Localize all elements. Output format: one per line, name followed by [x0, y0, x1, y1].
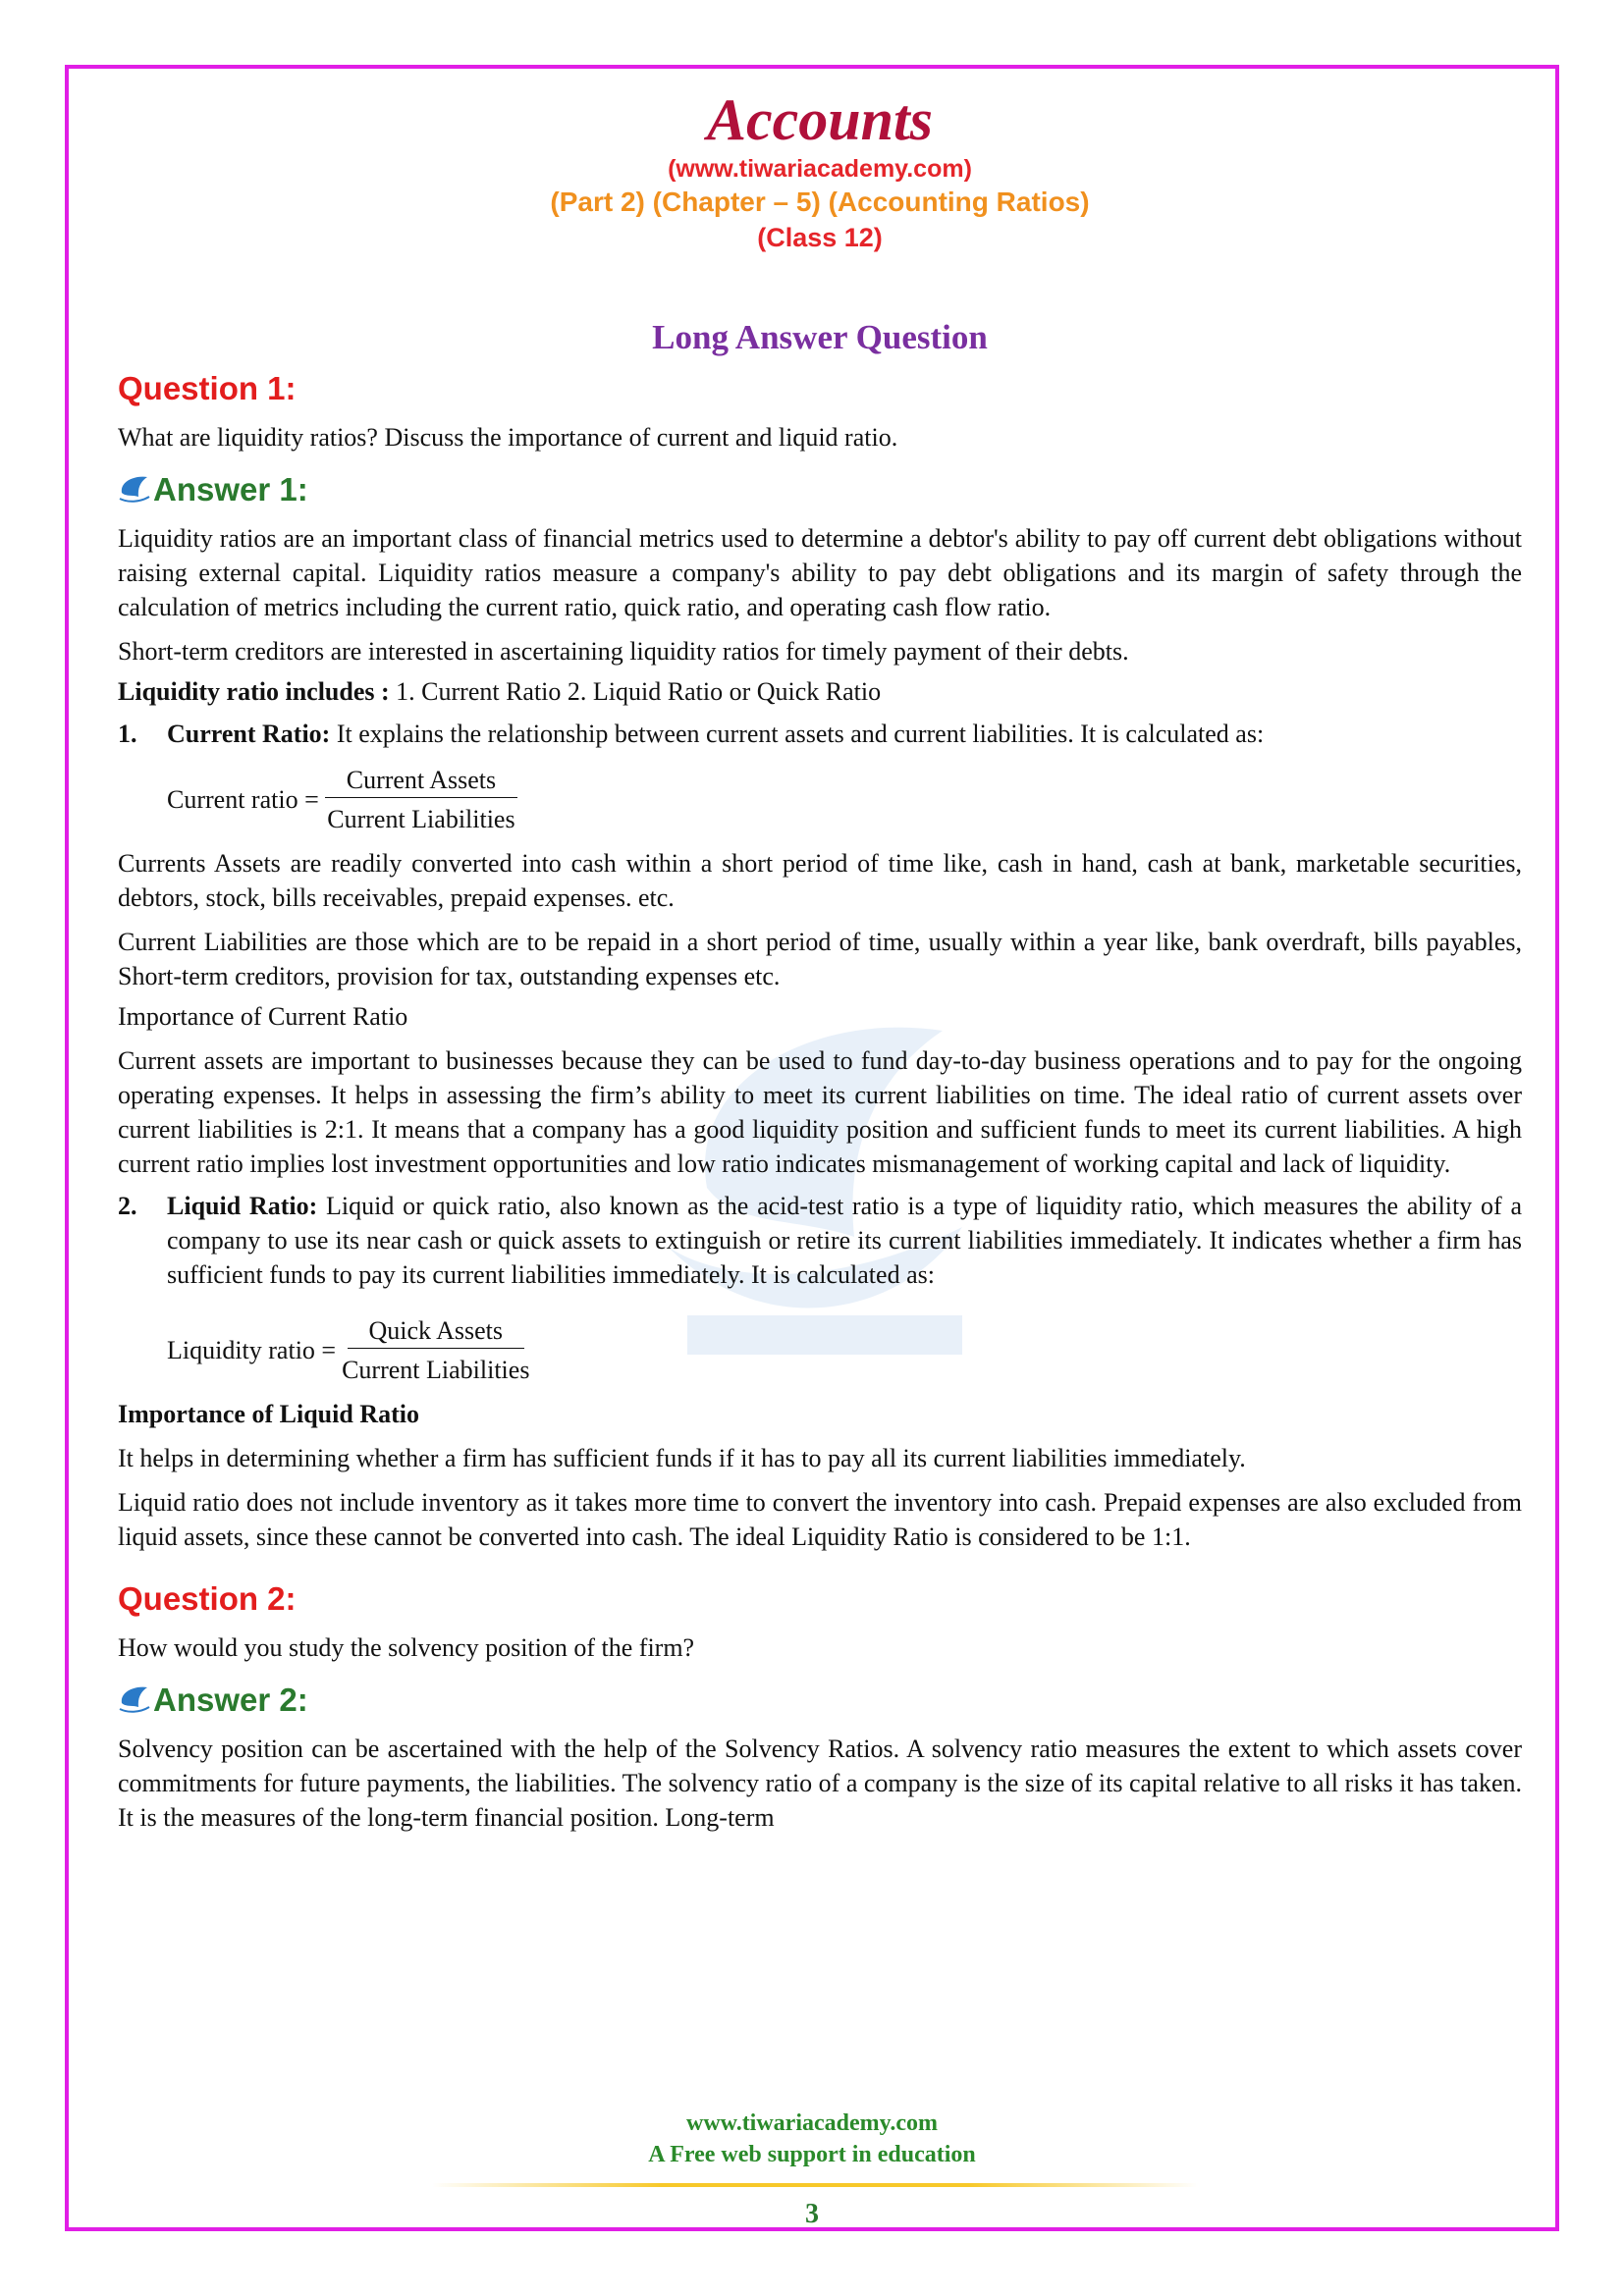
tiwari-logo-icon — [118, 1683, 151, 1717]
page-number: 3 — [805, 2199, 819, 2229]
answer-2-label: Answer 2: — [153, 1682, 308, 1718]
answer-2-paragraph-1: Solvency position can be ascertained with the help of the Solvency Ratios. A solvency ratio measures the extent to which assets cover commitments for future payments, the liabilities. The solvency ratio of a company is the size of its capital relative to all risks it has taken. It is the measures of the long-term financial position. Long-term — [118, 1735, 1522, 1832]
formula-fraction — [342, 1313, 529, 1387]
liquid-ratio-text: Liquid or quick ratio, also known as the acid-test ratio is a type of liquidity ratio, which measures the ability of a company to use its near cash or quick assets to extinguish or retire its current liabilities immediately. It indicates whether a firm has sufficient funds to pay its current liabilities immediately. It is calculated as: — [167, 1192, 1522, 1289]
answer-1-paragraph-1: Liquidity ratios are an important class of financial metrics used to determine a debtor's ability to pay off current debt obligations without raising external capital. Liquidity ratios measure a company's ability to pay debt obligations and its margin of safety through the calculation of metrics including the current ratio, quick ratio, and operating cash flow ratio. — [118, 524, 1522, 621]
importance-liquid-heading: Importance of Liquid Ratio — [118, 1400, 419, 1428]
answer-2-heading — [118, 1679, 1522, 1722]
importance-current-heading: Importance of Current Ratio — [118, 1002, 408, 1031]
answer-1-paragraph-2: Short-term creditors are interested in ascertaining liquidity ratios for timely payment of their debts. — [118, 637, 1129, 666]
page-title: Accounts — [706, 87, 934, 152]
list-body — [167, 1189, 1522, 1292]
answer-1-label: Answer 1: — [153, 471, 308, 507]
liquidity-ratio-formula — [167, 1313, 1522, 1387]
section-title: Long Answer Question — [652, 318, 988, 356]
question-2-text: How would you study the solvency position of the firm? — [118, 1633, 695, 1662]
question-1-text: What are liquidity ratios? Discuss the importance of current and liquid ratio. — [118, 423, 898, 452]
tiwari-logo-icon — [118, 473, 151, 507]
header-chapter: (Part 2) (Chapter – 5) (Accounting Ratios) — [550, 187, 1090, 217]
list-number: 1. — [118, 720, 137, 748]
list-item-liquid-ratio — [118, 1189, 1522, 1292]
footer-url[interactable]: www.tiwariacademy.com — [686, 2110, 938, 2136]
question-2-label: Question 2: — [118, 1580, 297, 1617]
question-1-label: Question 1: — [118, 370, 297, 406]
formula-lhs: Liquidity ratio = — [167, 1336, 337, 1364]
liquidity-includes-label: Liquidity ratio includes : — [118, 677, 390, 706]
formula-numerator: Current Assets — [325, 763, 517, 798]
current-ratio-text: It explains the relationship between current assets and current liabilities. It is calculated as: — [330, 720, 1265, 748]
liquidity-includes-text: 1. Current Ratio 2. Liquid Ratio or Quick Ratio — [389, 677, 882, 706]
header-class: (Class 12) — [757, 223, 883, 252]
importance-liquid-paragraph-2: Liquid ratio does not include inventory as it takes more time to convert the inventory into cash. Prepaid expenses are also excluded from liquid assets, since these cannot be converted into cash. The ideal Liquidity Ratio is considered to be 1:1. — [118, 1488, 1522, 1551]
formula-numerator: Quick Assets — [348, 1313, 525, 1349]
header-website: (www.tiwariacademy.com) — [668, 155, 972, 183]
formula-lhs: Current ratio = — [167, 785, 319, 814]
current-ratio-label: Current Ratio: — [167, 720, 331, 748]
liquidity-includes — [118, 674, 1522, 709]
list-number: 2. — [118, 1192, 137, 1220]
formula-denominator: Current Liabilities — [327, 805, 515, 833]
current-ratio-formula — [167, 763, 1522, 836]
footer-tagline: A Free web support in education — [648, 2142, 976, 2167]
list-item-current-ratio — [118, 717, 1522, 751]
answer-1-heading — [118, 468, 1522, 511]
list-body — [167, 717, 1522, 751]
importance-current-paragraph: Current assets are important to businesses because they can be used to fund day-to-day business operations and to pay for the ongoing operating expenses. It helps in assessing the firm’s ability to meet its current liabilities on time. The ideal ratio of current assets over current liabilities is 2:1. It means that a company has a good liquidity position and sufficient funds to meet its current liabilities. A high current ratio implies lost investment opportunities and low ratio indicates mismanagement of working capital and lack of liquidity. — [118, 1046, 1522, 1178]
importance-liquid-paragraph-1: It helps in determining whether a firm has sufficient funds if it has to pay all its current liabilities immediately. — [118, 1444, 1246, 1472]
page-content — [118, 79, 1522, 1835]
formula-fraction — [325, 763, 517, 836]
current-liabilities-paragraph: Current Liabilities are those which are to be repaid in a short period of time, usually within a year like, bank overdraft, bills payables, Short-term creditors, provision for tax, outstanding expenses etc. — [118, 928, 1522, 990]
current-assets-paragraph: Currents Assets are readily converted into cash within a short period of time like, cash in hand, cash at bank, marketable securities, debtors, stock, bills receivables, prepaid expenses. etc. — [118, 849, 1522, 912]
formula-denominator: Current Liabilities — [342, 1356, 530, 1384]
footer-divider — [432, 2183, 1198, 2187]
liquid-ratio-label: Liquid Ratio: — [167, 1192, 318, 1220]
